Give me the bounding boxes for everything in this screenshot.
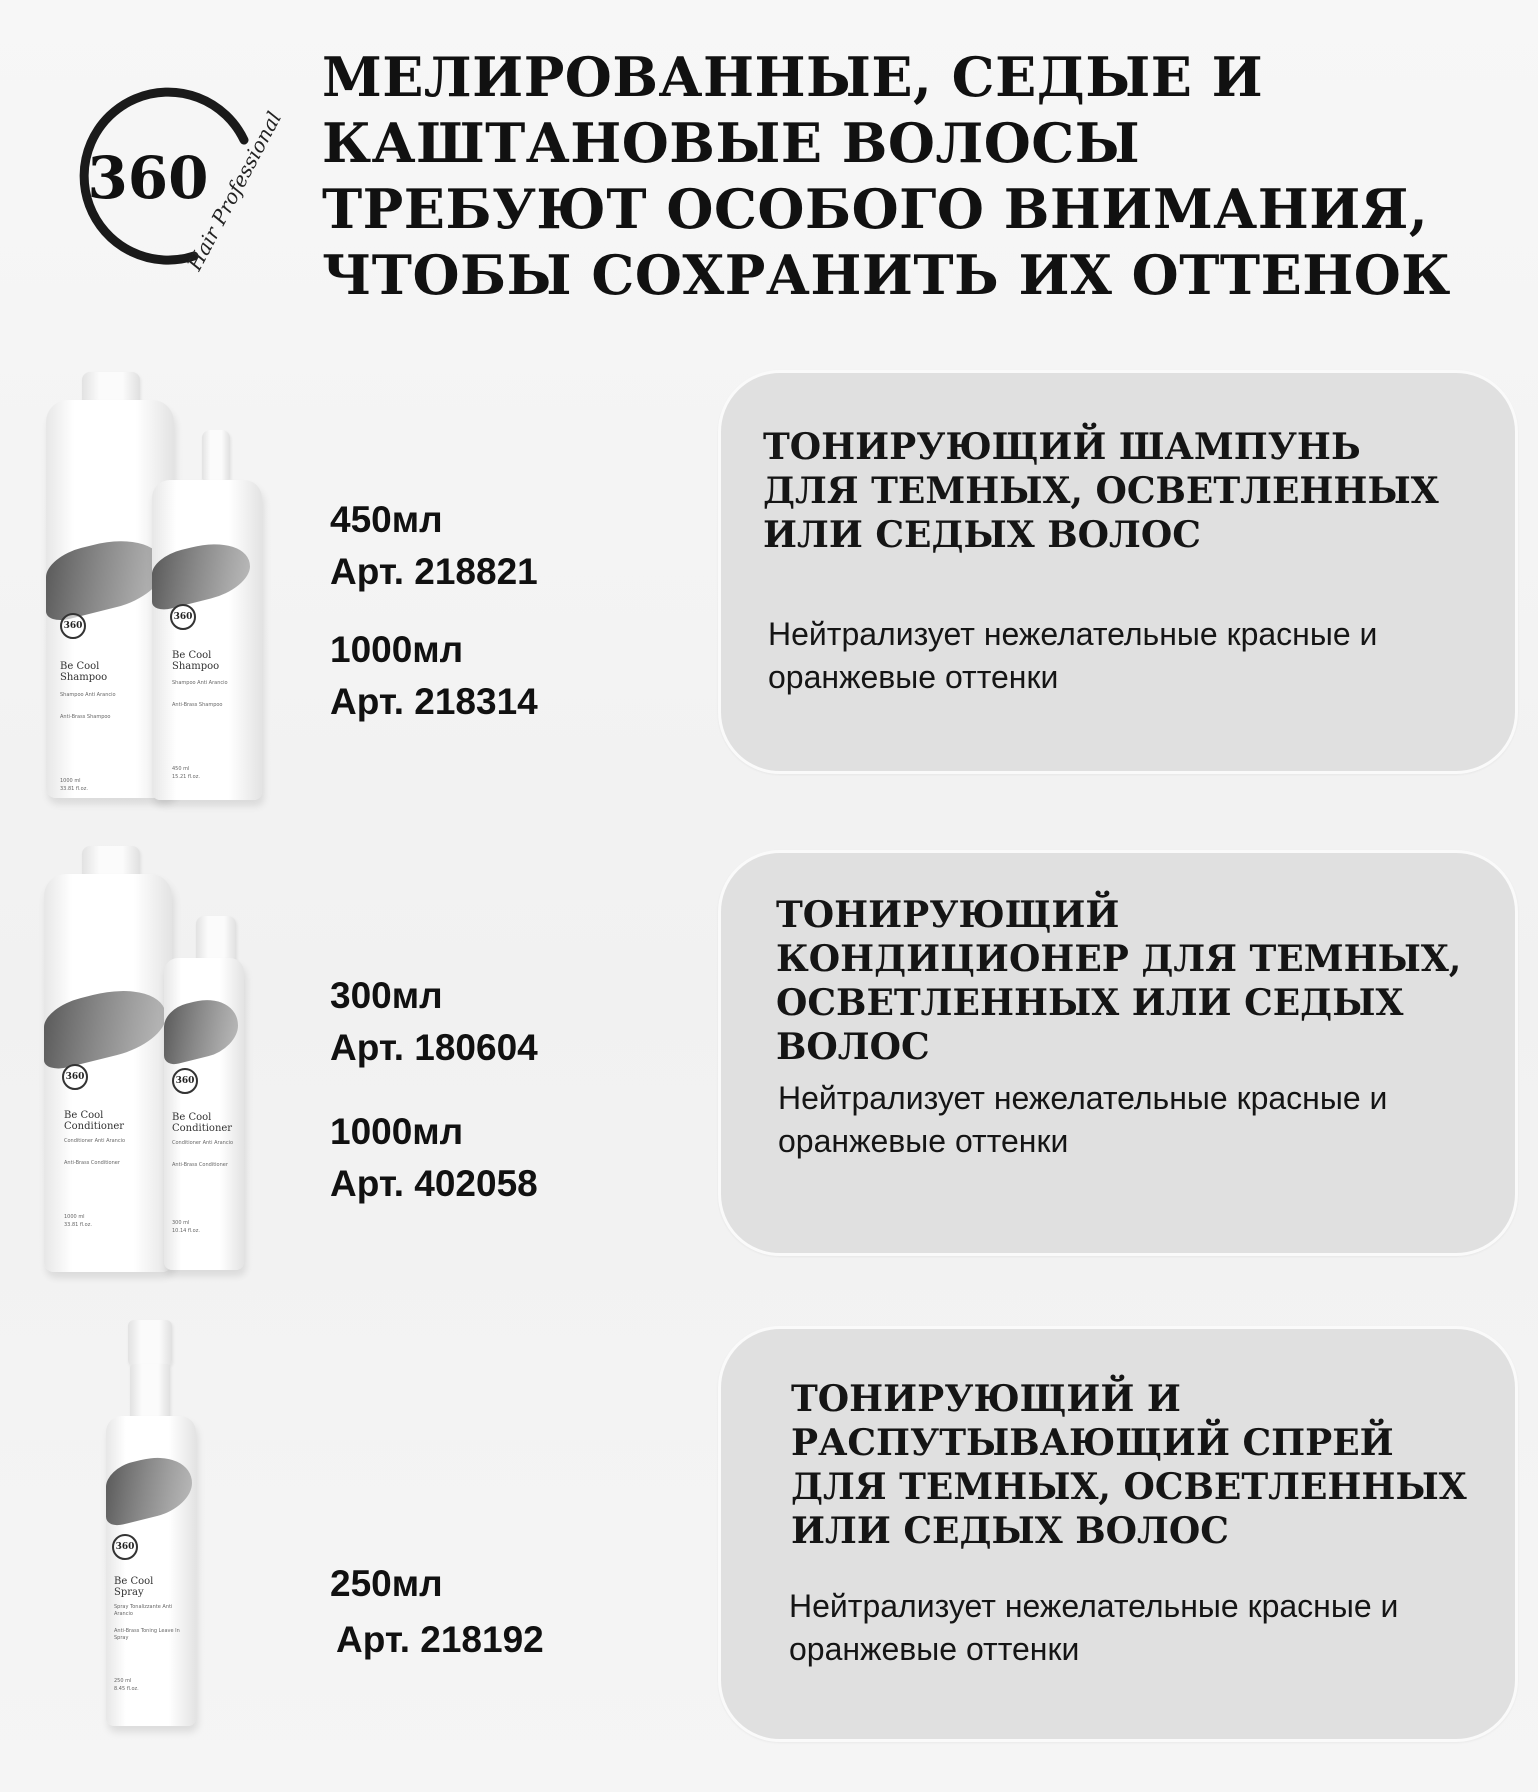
spec-article: Арт. 218192 <box>336 1619 544 1660</box>
bottle-cap-small <box>202 430 230 480</box>
bottle-logo: 360 <box>60 613 86 639</box>
product-image-shampoo <box>40 360 270 810</box>
bottle-volume: 250 ml <box>114 1678 132 1684</box>
brush-stroke <box>152 533 250 613</box>
spec-article: Арт. 180604 <box>330 1027 538 1068</box>
bottle-volume: 450 ml <box>172 766 190 772</box>
bottle-volume: 1000 ml <box>60 778 81 784</box>
bottle-volume-oz: 33.81 fl.oz. <box>60 786 88 792</box>
spray-head <box>128 1320 172 1366</box>
product-card <box>718 370 1518 774</box>
bottle-subtitle: Conditioner Anti Arancio <box>172 1140 234 1146</box>
bottle-subtitle-en: Anti-Brass Shampoo <box>60 714 111 720</box>
product-title: ТОНИРУЮЩИЙ КОНДИЦИОНЕР ДЛЯ ТЕМНЫХ, ОСВЕТЛЕННЫХ ИЛИ СЕДЫХ ВОЛОС <box>776 894 1462 1068</box>
product-description: Нейтрализует нежелательные красные и оранжевые оттенки <box>778 1080 1388 1159</box>
bottle-volume-oz: 15.21 fl.oz. <box>172 774 200 780</box>
bottle-logo: 360 <box>170 604 196 630</box>
bottle-logo: 360 <box>112 1534 138 1560</box>
bottle-subtitle-en: Anti-Brass Shampoo <box>172 702 223 708</box>
bottle-subtitle: Spray Tonalizzante Anti Arancio <box>114 1604 173 1617</box>
bottle-subtitle-en: Anti-Brass Conditioner <box>64 1160 120 1166</box>
bottle-volume-oz: 8.45 fl.oz. <box>114 1686 139 1692</box>
spec-article: Арт. 218314 <box>330 681 538 722</box>
bottle-subtitle: Shampoo Anti Arancio <box>60 692 116 698</box>
product-shampoo <box>0 360 1538 820</box>
bottle-logo: 360 <box>172 1068 198 1094</box>
product-description: Нейтрализует нежелательные красные и оранжевые оттенки <box>768 616 1378 695</box>
brush-stroke <box>46 527 164 624</box>
brush-stroke <box>44 977 166 1073</box>
bottle-large <box>44 874 172 1272</box>
page-headline: МЕЛИРОВАННЫЕ, СЕДЫЕ И КАШТАНОВЫЕ ВОЛОСЫ ТРЕБУЮТ ОСОБОГО ВНИМАНИЯ, ЧТОБЫ СОХРАНИТЬ ИХ ОТТЕНОК <box>322 45 1451 307</box>
brand-logo <box>44 60 287 290</box>
product-image-conditioner <box>40 840 250 1280</box>
spec-volume: 1000мл <box>330 1111 464 1152</box>
product-description: Нейтрализует нежелательные красные и оранжевые оттенки <box>789 1588 1399 1667</box>
bottle-product-name: Be Cool Spray <box>114 1576 154 1598</box>
bottle-subtitle: Conditioner Anti Arancio <box>64 1138 126 1144</box>
spec-article: Арт. 218821 <box>330 551 538 592</box>
brush-stroke <box>106 1447 192 1528</box>
product-card <box>718 1326 1518 1742</box>
bottle-product-name: Be Cool Conditioner <box>172 1112 233 1134</box>
brush-stroke <box>164 991 238 1067</box>
bottle-volume-oz: 33.81 fl.oz. <box>64 1222 92 1228</box>
bottle-small <box>152 480 262 800</box>
product-card <box>718 850 1518 1256</box>
bottle-volume: 1000 ml <box>64 1214 85 1220</box>
product-title: ТОНИРУЮЩИЙ ШАМПУНЬ ДЛЯ ТЕМНЫХ, ОСВЕТЛЕННЫХ ИЛИ СЕДЫХ ВОЛОС <box>763 426 1439 556</box>
product-image-spray <box>100 1320 200 1740</box>
spec-volume: 1000мл <box>330 629 464 670</box>
bottle-spray <box>106 1416 196 1726</box>
spray-collar <box>130 1364 170 1420</box>
bottle-logo: 360 <box>62 1064 88 1090</box>
logo-number: 360 <box>87 144 209 212</box>
product-conditioner <box>0 840 1538 1290</box>
product-spray <box>0 1310 1538 1760</box>
bottle-small <box>164 958 244 1270</box>
bottle-volume: 300 ml <box>172 1220 190 1226</box>
logo-tagline: Hair Professional <box>182 107 287 275</box>
bottle-subtitle-en: Anti-Brass Toning Leave In Spray <box>114 1628 180 1641</box>
bottle-product-name: Be Cool Conditioner <box>64 1110 125 1132</box>
spec-volume: 450мл <box>330 499 443 540</box>
spec-article: Арт. 402058 <box>330 1163 538 1204</box>
bottle-subtitle: Shampoo Anti Arancio <box>172 680 228 686</box>
spec-volume: 300мл <box>330 975 443 1016</box>
spec-volume: 250мл <box>330 1563 443 1604</box>
bottle-product-name: Be Cool Shampoo <box>60 661 108 683</box>
bottle-volume-oz: 10.14 fl.oz. <box>172 1228 200 1234</box>
product-title: ТОНИРУЮЩИЙ И РАСПУТЫВАЮЩИЙ СПРЕЙ ДЛЯ ТЕМНЫХ, ОСВЕТЛЕННЫХ ИЛИ СЕДЫХ ВОЛОС <box>791 1378 1467 1552</box>
bottle-product-name: Be Cool Shampoo <box>172 650 220 672</box>
bottle-subtitle-en: Anti-Brass Conditioner <box>172 1162 228 1168</box>
